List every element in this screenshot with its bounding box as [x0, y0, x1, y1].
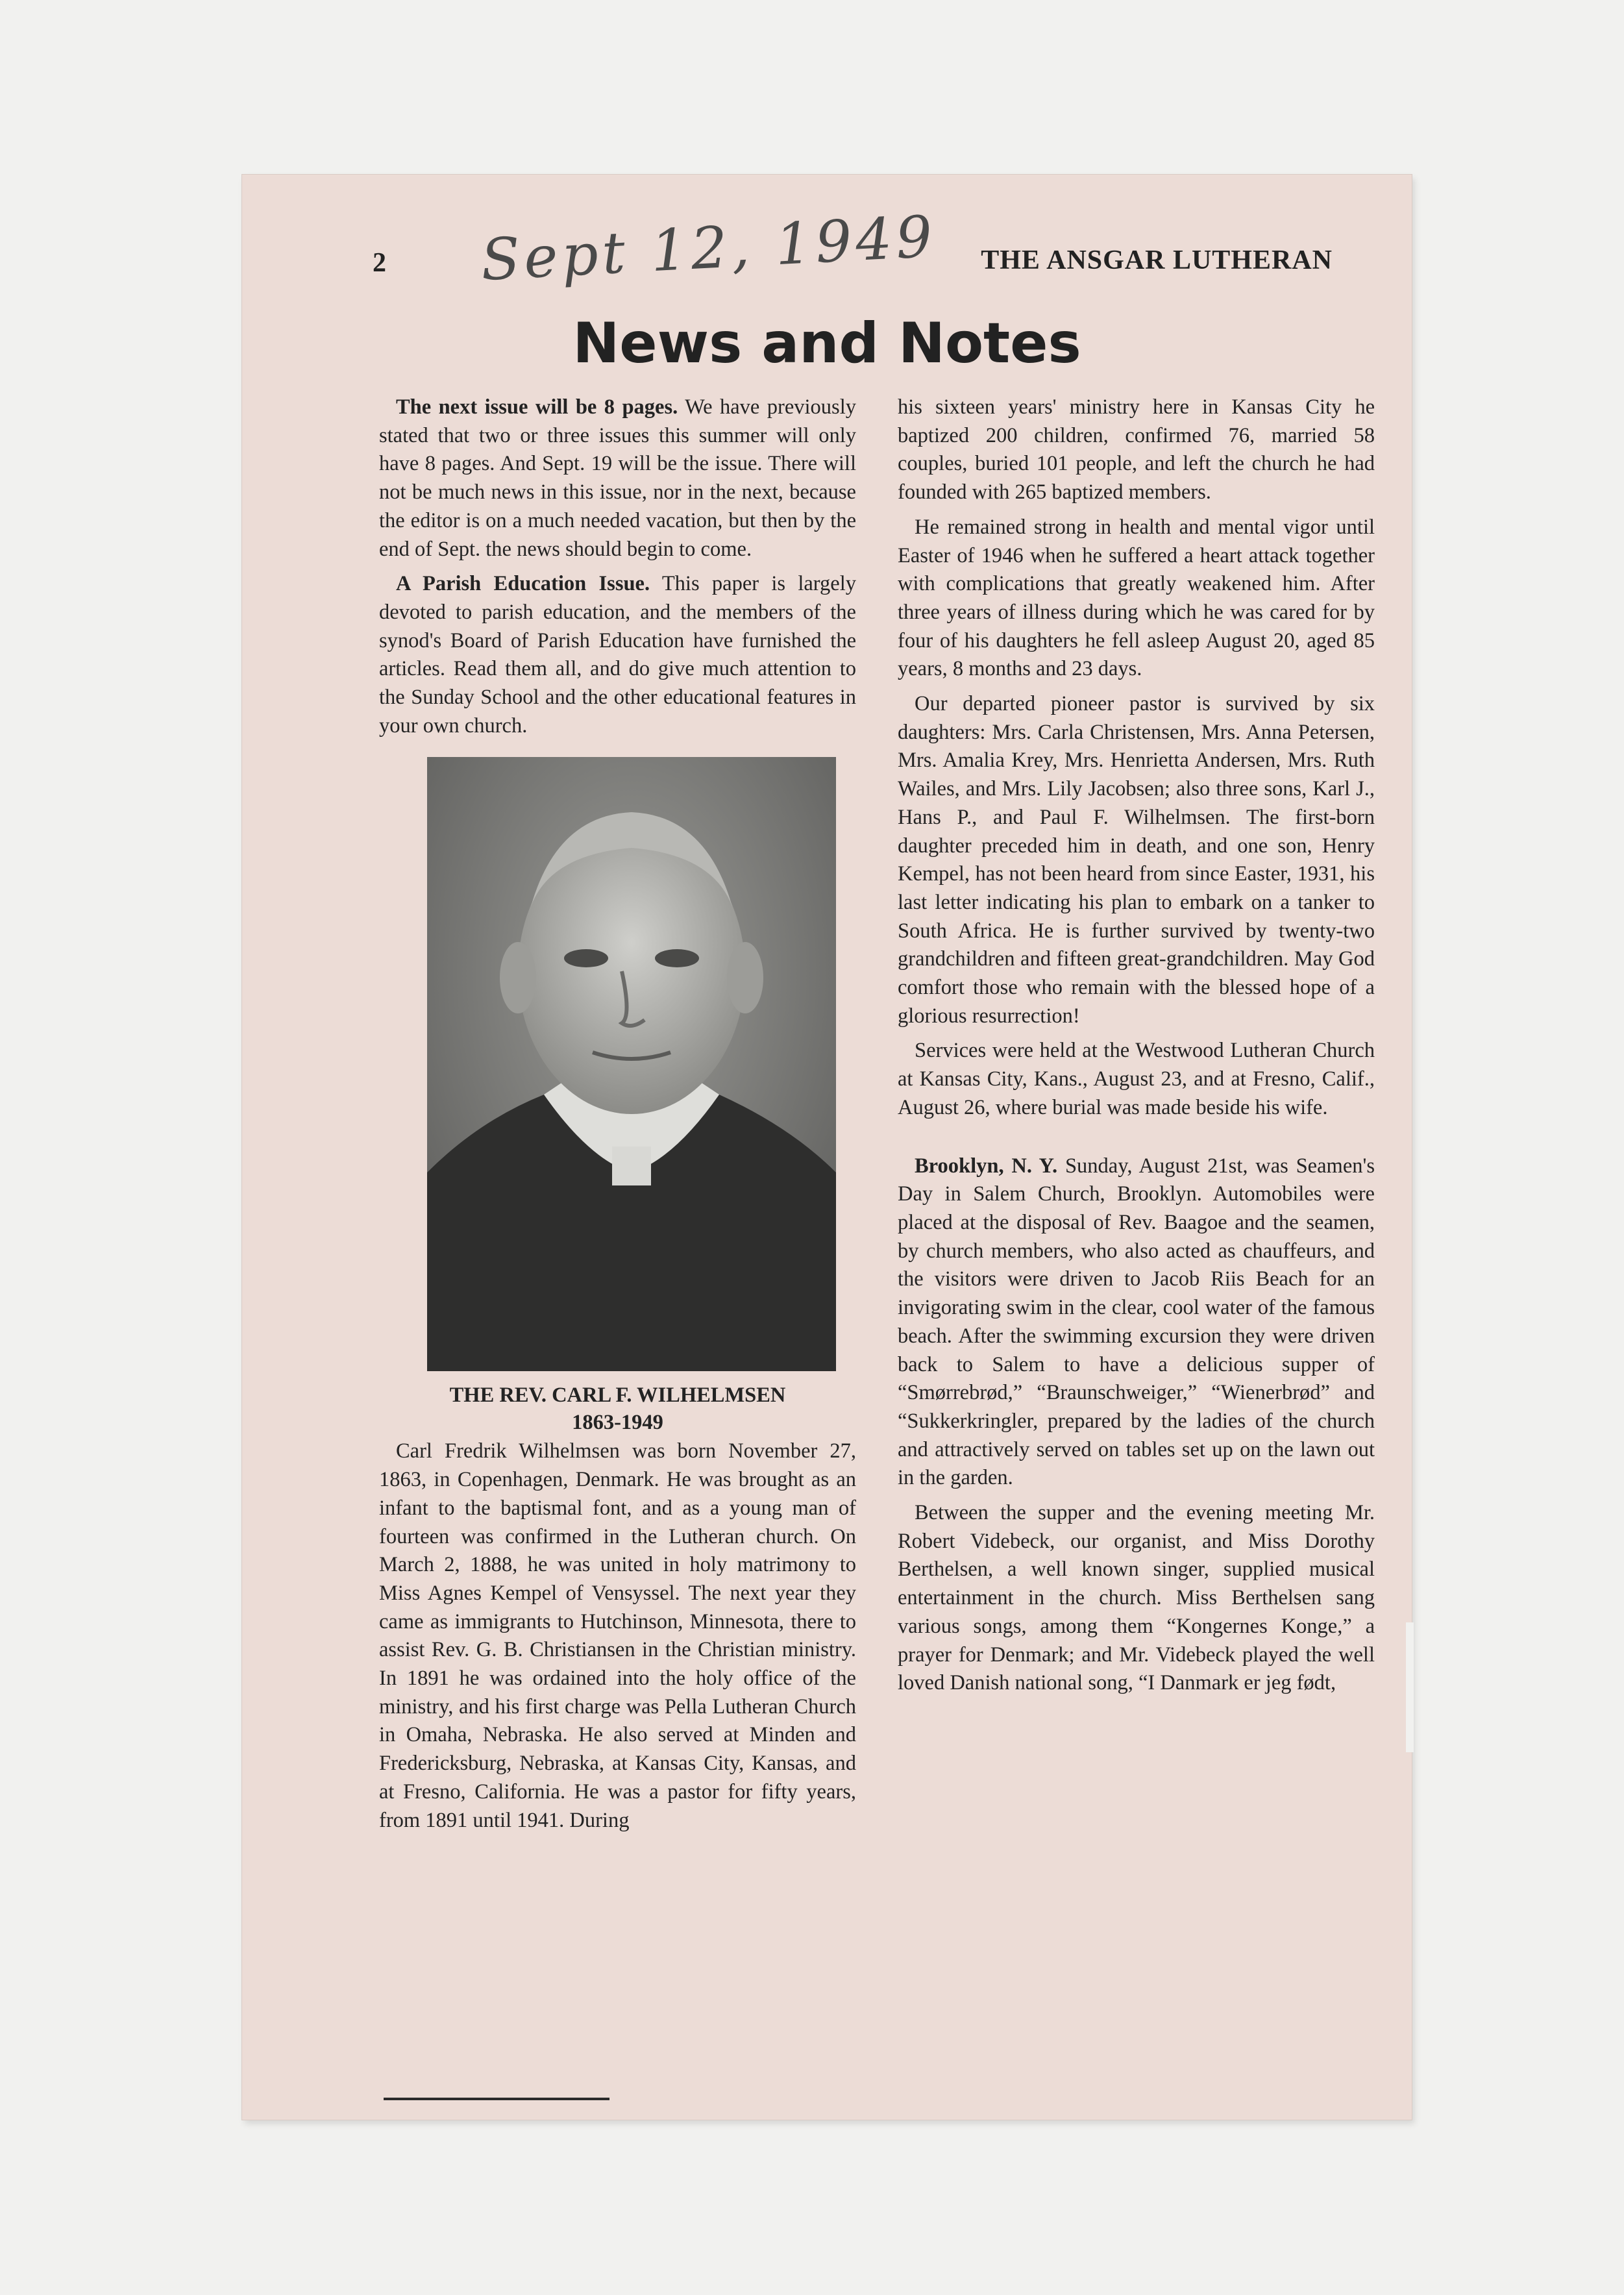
- survivors-paragraph: Our departed pioneer pastor is survived by six daughters: Mrs. Carla Christensen, Mrs. Anna Petersen, Mrs. Amalia Krey, Mrs. Henrietta Andersen, Mrs. Ruth Wailes, and Mrs. Lily Jacobsen; also three sons, Karl J., Hans P., and Paul F. Wilhelmsen. The first-born daughter preceded him in death, and one son, Henry Kempel, has not been heard from since Easter, 1931, his last letter indicating his plan to embark on a tanker to South Africa. He is further survived by twenty-two grandchildren and fifteen great-grandchildren. May God comfort those who remain with the blessed hope of a glorious resurrection!: [898, 692, 1375, 1028]
- paragraph-text: This paper is largely devoted to parish education, and the members of the synod's Board of Parish Education have furnished the articles. Read them all, and do give much attention to the Sunday School and the other educational features in your own church.: [379, 572, 856, 738]
- paragraph-text: Sunday, August 21st, was Seamen's Day in Salem Church, Brooklyn. Automobiles were placed at the disposal of Rev. Baagoe and the seamen, by church members, who also acted as chauffeurs, and the visitors were driven to Jacob Riis Beach for an invigorating swim in the clear, cool water of the famous beach. After the swimming excursion they were driven back to Salem to have a delicious supper of “Smørrebrød,” “Braunschweiger,” “Wienerbrød” and “Sukkerkringler, prepared by the ladies of the church and attractively served on tables set up on the lawn out in the garden.: [898, 1154, 1375, 1490]
- obituary-paragraph: Carl Fredrik Wilhelmsen was born November 27, 1863, in Copenhagen, Denmark. He was brought as an infant to the baptismal font, and as a young man of fourteen was confirmed in the Lutheran church. On March 2, 1888, he was united in holy matrimony to Miss Agnes Kempel of Vensyssel. The next year they came as immigrants to Hutchinson, Minnesota, there to assist Rev. G. B. Christiansen in the Christian ministry. In 1891 he was ordained into the holy office of the ministry, and his first charge was Pella Lutheran Church in Omaha, Nebraska. He also served at Minden and Fredericksburg, Nebraska, at Kansas City, Kansas, and at Fresno, California. He was a pastor for fifty years, from 1891 until 1941. During: [379, 1439, 856, 1832]
- bottom-rule: [384, 2098, 609, 2100]
- music-paragraph: Between the supper and the evening meeting Mr. Robert Videbeck, our organist, and Miss Dorothy Berthelsen, a well known singer, supplied musical entertainment in the church. Miss Berthelsen sang various songs, among them “Kongernes Konge,” a prayer for Denmark; and Mr. Videbeck played the well loved Danish national song, “I Danmark er jeg født,: [898, 1501, 1375, 1695]
- portrait-photo: [427, 757, 836, 1371]
- left-column: [379, 393, 856, 1841]
- services-paragraph: Services were held at the Westwood Lutheran Church at Kansas City, Kans., August 23, and at Fresno, Calif., August 26, where burial was made beside his wife.: [898, 1039, 1375, 1119]
- paragraph-text: We have previously stated that two or three issues this summer will only have 8 pages. And Sept. 19 will be the issue. There will not be much news in this issue, nor in the next, because the editor is on a much needed vacation, but then by the end of Sept. the news should begin to come.: [379, 395, 856, 561]
- caption-name: THE REV. CARL F. WILHELMSEN: [449, 1383, 786, 1408]
- photo-caption: [379, 1382, 856, 1436]
- right-column: [898, 393, 1375, 1704]
- health-paragraph: He remained strong in health and mental vigor until Easter of 1946 when he suffered a heart attack together with complications that greatly weakened him. After three years of illness during which he was cared for by four of his daughters he fell asleep August 20, aged 85 years, 8 months and 23 days.: [898, 515, 1375, 681]
- caption-years: 1863-1949: [572, 1411, 663, 1435]
- headline: News and Notes: [572, 311, 1081, 376]
- brooklyn-paragraph: [898, 1152, 1375, 1493]
- ministry-paragraph: his sixteen years' ministry here in Kansas City he baptized 200 children, confirmed 76, married 58 couples, buried 101 people, and left the church he had founded with 265 baptized members.: [898, 395, 1375, 504]
- parish-education-paragraph: [379, 570, 856, 740]
- next-issue-paragraph: [379, 393, 856, 564]
- paragraph-lead: The next issue will be 8 pages.: [396, 395, 678, 419]
- page-number: 2: [373, 248, 386, 278]
- paragraph-lead: Brooklyn, N. Y.: [915, 1154, 1058, 1178]
- pastor-portrait: [427, 757, 836, 1371]
- handwritten-date-annotation: Sept 12, 1949: [479, 203, 938, 293]
- newspaper-clipping: [242, 175, 1412, 2120]
- masthead: THE ANSGAR LUTHERAN: [981, 245, 1333, 275]
- paragraph-lead: A Parish Education Issue.: [396, 572, 650, 596]
- torn-edge: [1406, 1622, 1414, 1752]
